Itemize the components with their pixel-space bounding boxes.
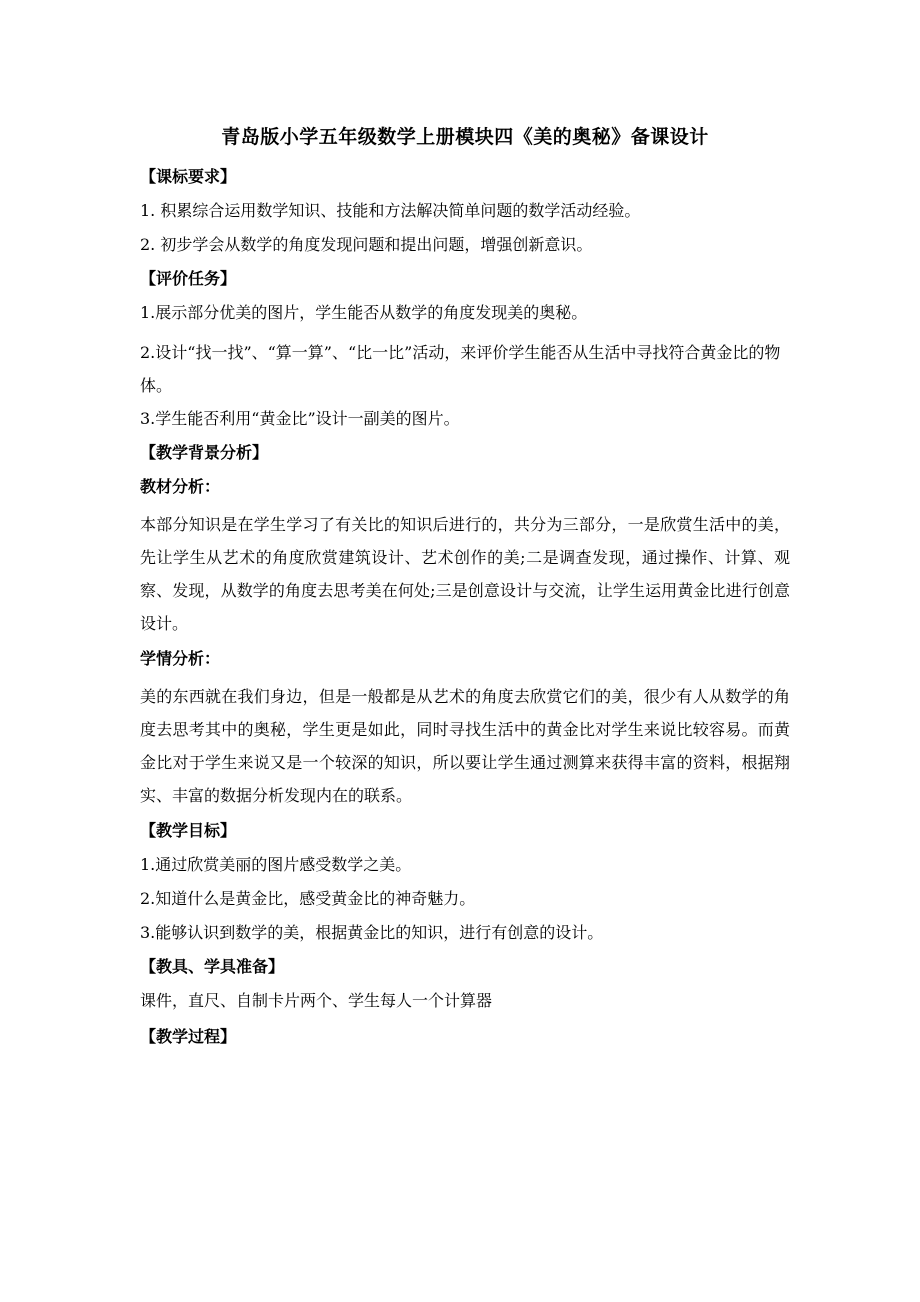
evaluation-item: 3.学生能否利用“黄金比”设计一副美的图片。 (140, 409, 460, 428)
material-analysis-text: 本部分知识是在学生学习了有关比的知识后进行的，共分为三部分，一是欣赏生活中的美，先让学生从艺术的角度欣赏建筑设计、艺术创作的美;二是调查发现，通过操作、计算、观察、发现，从数学的角度去思考美在何处;三是创意设计与交流，让学生运用黄金比进行创意设计。 (140, 515, 790, 633)
curriculum-item: 2. 初步学会从数学的角度发现问题和提出问题，增强创新意识。 (140, 235, 593, 254)
section-heading-tools: 【教具、学具准备】 (140, 957, 285, 976)
section-heading-curriculum: 【课标要求】 (140, 167, 237, 186)
student-analysis-text: 美的东西就在我们身边，但是一般都是从艺术的角度去欣赏它们的美，很少有人从数学的角度去思考其中的奥秘，学生更是如此，同时寻找生活中的黄金比对学生来说比较容易。而黄金比对于学生来说又是一个较深的知识，所以要让学生通过测算来获得丰富的资料，根据翔实、丰富的数据分析发现内在的联系。 (140, 687, 790, 805)
material-analysis-label: 教材分析： (140, 477, 221, 496)
document-body (140, 124, 790, 1060)
evaluation-item: 1.展示部分优美的图片，学生能否从数学的角度发现美的奥秘。 (140, 303, 588, 322)
goal-item: 3.能够认识到数学的美，根据黄金比的知识，进行有创意的设计。 (140, 923, 604, 942)
goal-item: 1.通过欣赏美丽的图片感受数学之美。 (140, 855, 412, 874)
document-title: 青岛版小学五年级数学上册模块四《美的奥秘》备课设计 (221, 126, 709, 148)
section-heading-process: 【教学过程】 (140, 1027, 237, 1046)
section-heading-background: 【教学背景分析】 (140, 443, 269, 462)
student-analysis-label: 学情分析： (140, 649, 221, 668)
goal-item: 2.知道什么是黄金比，感受黄金比的神奇魅力。 (140, 889, 476, 908)
curriculum-item: 1. 积累综合运用数学知识、技能和方法解决简单问题的数学活动经验。 (140, 201, 641, 220)
section-heading-evaluation: 【评价任务】 (140, 269, 237, 288)
evaluation-item: 2.设计“找一找”、“算一算”、“比一比”活动，来评价学生能否从生活中寻找符合黄金比的物体。 (140, 343, 781, 395)
tools-text: 课件，直尺、自制卡片两个、学生每人一个计算器 (140, 991, 493, 1010)
section-heading-goals: 【教学目标】 (140, 821, 237, 840)
